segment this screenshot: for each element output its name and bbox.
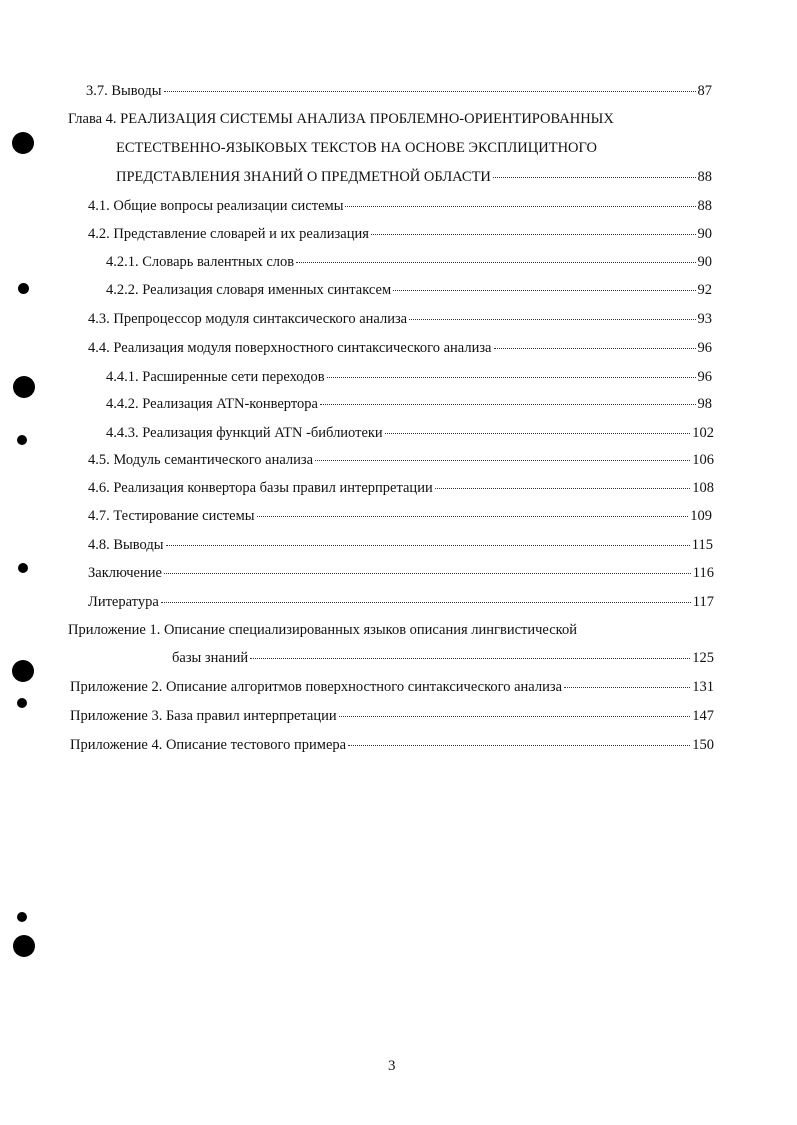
- toc-entry-label: 4.2. Представление словарей и их реализация: [88, 226, 369, 242]
- toc-entry-label: Литература: [88, 594, 159, 610]
- toc-entry-label: базы знаний: [172, 650, 249, 666]
- toc-appendix-4: [70, 738, 714, 753]
- binder-hole-mark: [13, 376, 35, 398]
- leader-dots: [385, 433, 691, 434]
- toc-entry-page: 125: [692, 650, 714, 666]
- leader-dots: [345, 206, 695, 207]
- leader-dots: [327, 377, 696, 378]
- toc-entry-label: ПРЕДСТАВЛЕНИЯ ЗНАНИЙ О ПРЕДМЕТНОЙ ОБЛАСТИ: [116, 169, 491, 185]
- leader-dots: [435, 488, 691, 489]
- toc-chapter-4-line-2: ЕСТЕСТВЕННО-ЯЗЫКОВЫХ ТЕКСТОВ НА ОСНОВЕ ЭКСПЛИЦИТНОГО: [116, 140, 597, 156]
- toc-entry-page: 117: [692, 594, 714, 610]
- leader-dots: [320, 404, 696, 405]
- toc-entry-page: 106: [692, 452, 714, 468]
- toc-entry-page: 108: [692, 480, 714, 496]
- binder-hole-mark: [13, 935, 35, 957]
- toc-appendix-1: [172, 651, 714, 666]
- toc-entry-label: 4.4.3. Реализация функций ATN -библиотеки: [106, 425, 383, 441]
- toc-entry-page: 116: [692, 565, 714, 581]
- toc-entry-literature: [88, 595, 714, 610]
- toc-entry-label: Приложение 3. База правил интерпретации: [70, 708, 337, 724]
- toc-entry-label: 4.5. Модуль семантического анализа: [88, 452, 314, 468]
- toc-entry-label: 4.8. Выводы: [88, 537, 164, 553]
- toc-entry-page: 90: [697, 226, 712, 242]
- toc-entry-label: 3.7. Выводы: [86, 83, 162, 99]
- toc-entry-conclusion: [88, 566, 714, 581]
- leader-dots: [494, 348, 696, 349]
- toc-entry-4-2: [88, 227, 712, 242]
- page-number: 3: [388, 1058, 396, 1074]
- toc-entry-label: 4.2.2. Реализация словаря именных синтаксем: [106, 282, 392, 298]
- toc-appendix-1-line-1: Приложение 1. Описание специализированных языков описания лингвистической: [68, 622, 577, 638]
- toc-entry-page: 115: [691, 537, 713, 553]
- toc-entry-page: 96: [697, 340, 712, 356]
- leader-dots: [257, 516, 689, 517]
- binder-hole-mark: [18, 283, 29, 294]
- leader-dots: [409, 319, 695, 320]
- toc-entry-4-4-3: [106, 426, 714, 441]
- toc-entry-label: 4.4. Реализация модуля поверхностного синтаксического анализа: [88, 340, 492, 356]
- leader-dots: [393, 290, 695, 291]
- toc-entry-page: 150: [692, 737, 714, 753]
- toc-entry-4-2-2: [106, 283, 712, 298]
- toc-entry-label: Приложение 4. Описание тестового примера: [70, 737, 347, 753]
- toc-chapter-4-line-1: Глава 4. РЕАЛИЗАЦИЯ СИСТЕМЫ АНАЛИЗА ПРОБЛЕМНО-ОРИЕНТИРОВАННЫХ: [68, 111, 614, 127]
- toc-entry-page: 102: [692, 425, 714, 441]
- toc-entry-page: 147: [692, 708, 714, 724]
- toc-entry-label: 4.1. Общие вопросы реализации системы: [88, 198, 344, 214]
- toc-entry-3-7: [86, 84, 712, 99]
- toc-entry-page: 88: [697, 169, 712, 185]
- toc-entry-page: 98: [697, 396, 712, 412]
- toc-entry-4-8: [88, 538, 713, 553]
- toc-entry-page: 131: [692, 679, 714, 695]
- toc-entry-page: 90: [697, 254, 712, 270]
- toc-entry-4-6: [88, 481, 714, 496]
- leader-dots: [166, 545, 690, 546]
- binder-hole-mark: [12, 132, 34, 154]
- leader-dots: [161, 602, 691, 603]
- toc-entry-page: 88: [697, 198, 712, 214]
- leader-dots: [164, 573, 691, 574]
- toc-entry-label: 4.7. Тестирование системы: [88, 508, 255, 524]
- toc-entry-4-4: [88, 341, 712, 356]
- binder-hole-mark: [18, 563, 28, 573]
- binder-hole-mark: [17, 698, 27, 708]
- binder-hole-mark: [17, 912, 27, 922]
- toc-entry-label: Приложение 2. Описание алгоритмов поверхностного синтаксического анализа: [70, 679, 563, 695]
- binder-hole-mark: [12, 660, 34, 682]
- leader-dots: [339, 716, 691, 717]
- binder-hole-mark: [17, 435, 27, 445]
- toc-entry-label: 4.4.1. Расширенные сети переходов: [106, 369, 325, 385]
- toc-entry-4-7: [88, 509, 712, 524]
- toc-entry-page: 96: [697, 369, 712, 385]
- leader-dots: [164, 91, 696, 92]
- toc-entry-4-5: [88, 453, 714, 468]
- toc-entry-label: 4.4.2. Реализация ATN-конвертора: [106, 396, 318, 412]
- toc-entry-label: 4.6. Реализация конвертора базы правил интерпретации: [88, 480, 433, 496]
- toc-appendix-3: [70, 709, 714, 724]
- leader-dots: [371, 234, 696, 235]
- toc-entry-4-2-1: [106, 255, 712, 270]
- leader-dots: [315, 460, 690, 461]
- leader-dots: [348, 745, 690, 746]
- toc-entry-4-4-2: [106, 397, 712, 412]
- leader-dots: [296, 262, 695, 263]
- toc-entry-label: 4.2.1. Словарь валентных слов: [106, 254, 295, 270]
- toc-entry-4-1: [88, 199, 712, 214]
- toc-entry-4-3: [88, 312, 712, 327]
- toc-entry-label: 4.3. Препроцессор модуля синтаксического анализа: [88, 311, 408, 327]
- leader-dots: [564, 687, 690, 688]
- toc-entry-label: Заключение: [88, 565, 162, 581]
- toc-chapter-4: [116, 170, 712, 185]
- toc-entry-4-4-1: [106, 370, 712, 385]
- leader-dots: [250, 658, 690, 659]
- toc-appendix-2: [70, 680, 714, 695]
- toc-entry-page: 87: [697, 83, 712, 99]
- toc-entry-page: 93: [697, 311, 712, 327]
- toc-entry-page: 92: [697, 282, 712, 298]
- toc-entry-page: 109: [690, 508, 712, 524]
- leader-dots: [493, 177, 696, 178]
